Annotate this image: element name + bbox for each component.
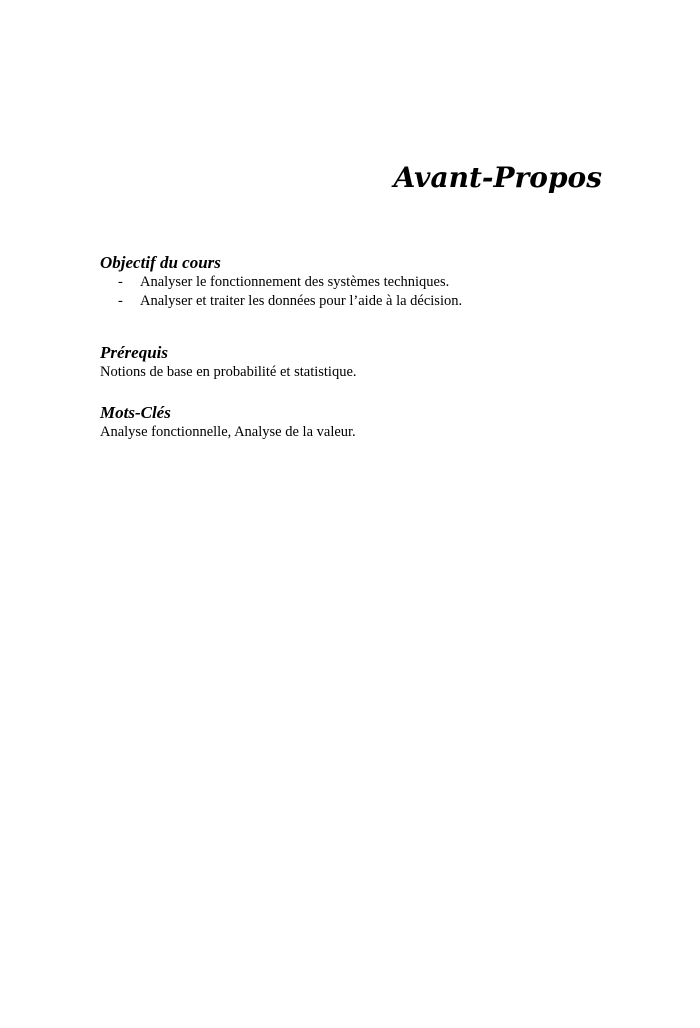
- list-item: [100, 292, 620, 311]
- prerequis-text: Notions de base en probabilité et statistique.: [100, 364, 357, 380]
- section-heading-objectif: Objectif du cours: [100, 253, 221, 272]
- list-item-text: Analyser le fonctionnement des systèmes techniques.: [140, 274, 450, 290]
- objectif-list: [100, 273, 620, 311]
- section-heading-prerequis: Prérequis: [100, 343, 168, 362]
- mots-cles-text: Analyse fonctionnelle, Analyse de la valeur.: [100, 424, 356, 440]
- section-objectif: [100, 253, 620, 311]
- page-title: Avant-Propos: [393, 161, 602, 194]
- list-bullet: -: [118, 274, 123, 290]
- list-item-text: Analyser et traiter les données pour l’aide à la décision.: [140, 293, 463, 309]
- section-mots-cles: [100, 403, 620, 442]
- section-prerequis: [100, 343, 620, 382]
- section-heading-mots-cles: Mots-Clés: [100, 403, 171, 422]
- list-item: [100, 273, 620, 292]
- list-bullet: -: [118, 293, 123, 309]
